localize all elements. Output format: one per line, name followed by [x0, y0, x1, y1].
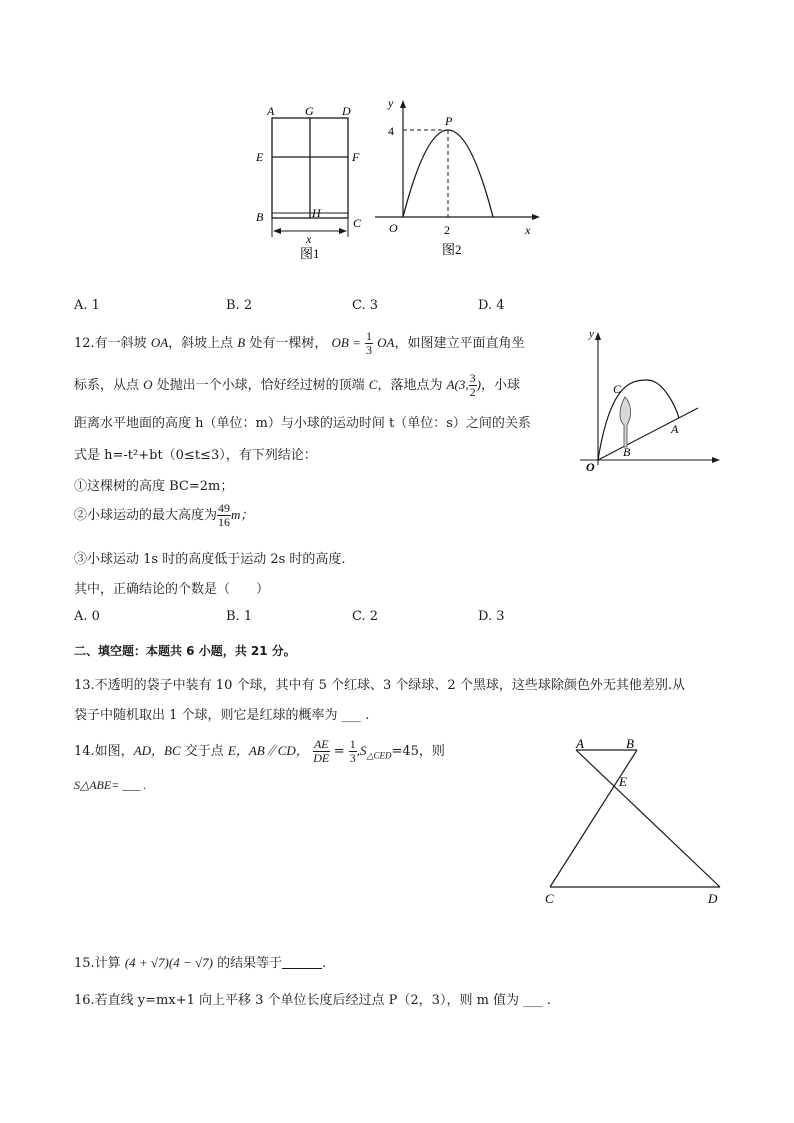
fig2-label-x: x: [525, 223, 531, 237]
q12-fig-label-A: A: [671, 422, 679, 436]
tree-icon: [620, 397, 631, 447]
q12-fig-label-C: C: [613, 382, 622, 396]
q13-line-1: 13.不透明的袋子中装有 10 个球，其中有 5 个红球、3 个绿球、2 个黑球，这些球除颜色外无其他差别.从: [74, 678, 685, 693]
fig1-label-H: H: [312, 206, 321, 220]
q12-conclusion-1: ①这棵树的高度 BC=2m；: [74, 479, 234, 494]
q12-option-c: C. 2: [352, 609, 379, 624]
q12-conclusion-3: ③小球运动 1s 时的高度低于运动 2s 时的高度.: [74, 552, 346, 567]
fig1-label-D: D: [342, 104, 351, 118]
fig1-label-B: B: [256, 210, 264, 224]
fraction-ae-de: $\frac{AE}{DE}$: [313, 737, 330, 765]
fig2-label-2: 2: [444, 223, 450, 237]
top-figures: [240, 95, 550, 265]
q12-line-3: 距离水平地面的高度 h（单位：m）与小球的运动时间 t（单位：s）之间的关系: [74, 416, 531, 431]
q12-fig-label-B: B: [623, 445, 631, 459]
fig2-label-P: P: [445, 114, 453, 128]
q14-line-2: S△ABE= ___ .: [74, 778, 147, 792]
fraction-one-third-b: $\frac{1}{3}$: [349, 737, 356, 765]
q12-option-b: B. 1: [226, 609, 253, 624]
fig1-caption: 图1: [300, 246, 320, 261]
q12-line-4: 式是 h=-t²+bt（0≤t≤3），有下列结论：: [74, 448, 317, 463]
q11-option-d: D. 4: [478, 298, 505, 313]
fig2-label-O: O: [389, 221, 398, 235]
fig2-caption: 图2: [442, 242, 462, 257]
q12-question: 其中，正确结论的个数是（ ）: [74, 582, 270, 597]
q12-line-2: 标系，从点 O 处抛出一个小球，恰好经过树的顶端 C，落地点为 A(3, $\frac{3}{2}$ )，小球: [74, 371, 520, 399]
fig2-label-y: y: [388, 96, 394, 110]
q11-option-a: A. 1: [74, 298, 100, 313]
fig1-label-x: x: [306, 232, 312, 246]
q11-option-b: B. 2: [226, 298, 253, 313]
q12-option-d: D. 3: [478, 609, 505, 624]
figure-2-parabola: [375, 100, 540, 220]
q14-fig-label-A: A: [576, 736, 584, 751]
q14-fig-label-D: D: [708, 891, 718, 906]
section-2-title: 二、填空题：本题共 6 小题，共 21 分。: [74, 644, 296, 658]
q15-expression: (4 + √7)(4 − √7): [124, 955, 213, 970]
q14-figure: [540, 735, 730, 910]
fig1-label-C: C: [353, 216, 362, 230]
fig2-label-4: 4: [388, 124, 394, 138]
q14-line-1: 14.如图，AD，BC 交于点 E，AB∥CD， $\frac{AE}{DE}$ = $\frac{1}{3}$ $,S_{\triangle CED}=45$，则: [74, 737, 445, 765]
q12-figure: [575, 325, 725, 475]
q12-line-1: 12.有一斜坡 OA，斜坡上点 B 处有一棵树， OB = $\frac{1}{3}$ OA，如图建立平面直角坐: [74, 329, 525, 357]
fig1-label-A: A: [267, 104, 275, 118]
q14-fig-label-C: C: [545, 891, 554, 906]
q11-option-c: C. 3: [352, 298, 379, 313]
fig1-label-F: F: [352, 150, 360, 164]
q15: 15.计算 (4 + √7)(4 − √7) 的结果等于 .: [74, 955, 327, 971]
figure-1-rectangle: [272, 118, 348, 237]
fraction-49-16: $\frac{49}{16}$: [218, 501, 231, 529]
q13-line-2: 袋子中随机取出 1 个球，则它是红球的概率为 ___ .: [74, 708, 370, 723]
q12-conclusion-2: ②小球运动的最大高度为 $\frac{49}{16}$ m；: [74, 501, 254, 529]
q14-fig-label-B: B: [626, 736, 634, 751]
fraction-one-third: $\frac{1}{3}$: [366, 329, 373, 357]
fig1-label-E: E: [256, 150, 264, 164]
q12-fig-label-O: O: [586, 460, 595, 474]
q16: 16.若直线 y=mx+1 向上平移 3 个单位长度后经过点 P（2，3），则 m 值为 ___ .: [74, 993, 551, 1008]
fig1-label-G: G: [305, 104, 314, 118]
q15-answer-blank[interactable]: [282, 956, 322, 969]
q12-option-a: A. 0: [74, 609, 100, 624]
q14-fig-label-E: E: [619, 774, 627, 789]
q12-fig-label-y: y: [589, 328, 594, 340]
fraction-three-halves: $\frac{3}{2}$: [469, 371, 476, 399]
